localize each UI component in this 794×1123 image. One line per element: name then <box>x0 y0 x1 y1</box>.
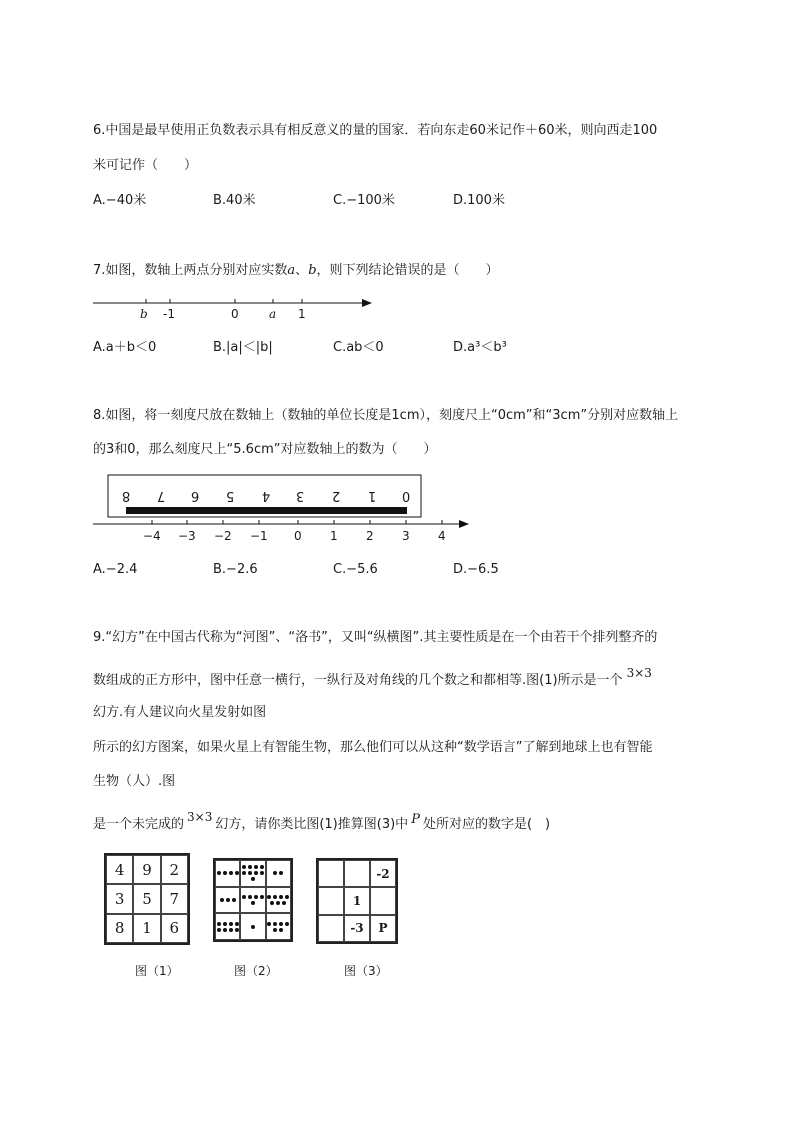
q6-option-b: B.40米 <box>213 193 256 208</box>
fig2-dot <box>260 895 264 899</box>
fig2-cell <box>240 860 265 887</box>
fig2-dot <box>229 922 233 926</box>
fig2-dot <box>254 871 258 875</box>
q9-caption-fig1: 图（1） <box>135 964 179 978</box>
fig2-cell <box>215 860 240 887</box>
fig2-dot-group <box>217 871 239 875</box>
q7-option-d: D.a³＜b³ <box>453 340 507 355</box>
fig2-dot <box>226 898 230 902</box>
fig2-cell <box>240 913 265 940</box>
fig1-cell: 7 <box>161 884 188 913</box>
q8-ruler-label-8: 8 <box>122 488 131 503</box>
q7-axis-label-1: 1 <box>298 307 306 321</box>
fig3-cell: P <box>370 915 396 942</box>
fig1-cell: 3 <box>106 884 133 913</box>
fig2-dot <box>254 895 258 899</box>
q8-axis-label-0: 0 <box>294 529 302 543</box>
fig2-dot <box>273 895 277 899</box>
q8-axis-label-neg4: −4 <box>143 529 161 543</box>
fig2-dot <box>279 928 283 932</box>
q6-option-c: C.−100米 <box>333 193 395 208</box>
fig2-cell <box>266 860 291 887</box>
q8-ruler-label-5: 5 <box>226 488 235 503</box>
q8-option-c: C.−5.6 <box>333 562 378 577</box>
fig2-dot <box>260 871 264 875</box>
fig2-dot <box>217 928 221 932</box>
fig3-cell: 1 <box>344 887 370 914</box>
fig2-dot <box>282 901 286 905</box>
fig2-dot <box>248 871 252 875</box>
q8-axis-label-neg1: −1 <box>250 529 268 543</box>
q9-line6-text2: 幻方，请你类比图(1)推算图(3)中 <box>215 817 409 832</box>
fig2-cell <box>240 887 265 914</box>
fig2-dot <box>285 895 289 899</box>
q7-option-c: C.ab＜0 <box>333 340 384 355</box>
q9-line6-text3: 处所对应的数字是( ) <box>422 817 551 832</box>
fig2-dot <box>273 871 277 875</box>
fig3-cell <box>370 887 396 914</box>
fig2-dot <box>217 871 221 875</box>
fig2-dot-group <box>217 922 239 932</box>
fig2-dot <box>276 901 280 905</box>
fig3-cell <box>318 915 344 942</box>
fig2-dot <box>232 898 236 902</box>
q8-axis-label-neg3: −3 <box>178 529 196 543</box>
q7-axis-label-a: a <box>269 307 277 321</box>
q9-stem-line2 <box>93 666 652 689</box>
fig2-dot <box>242 865 246 869</box>
q8-stem-line2: 的3和0，那么刻度尺上“5.6cm”对应数轴上的数为（ ） <box>93 442 437 457</box>
q9-stem-line5: 生物（人）.图 <box>93 774 176 789</box>
fig2-dot <box>285 922 289 926</box>
fig2-dot <box>251 901 255 905</box>
q9-stem-line1: 9.“幻方”在中国古代称为“河图”、“洛书”，又叫“纵横图”.其主要性质是在一个由若干个排列整齐的 <box>93 630 658 645</box>
fig2-dot <box>235 922 239 926</box>
fig2-dot <box>220 898 224 902</box>
fig3-cell <box>318 887 344 914</box>
fig2-dot <box>248 895 252 899</box>
q8-axis-label-2: 2 <box>366 529 374 543</box>
fig3-cell: -3 <box>344 915 370 942</box>
q9-caption-fig3: 图（3） <box>344 964 388 978</box>
q6-stem-line1: 6.中国是最早使用正负数表示具有相反意义的量的国家．若向东走60米记作＋60米，则向西走100 <box>93 123 658 138</box>
fig2-dot-group <box>267 922 289 932</box>
q7-axis-label-b: b <box>140 307 148 321</box>
fig2-dot <box>235 928 239 932</box>
q8-axis-label-neg2: −2 <box>214 529 232 543</box>
fig1-cell: 1 <box>133 914 160 943</box>
fig1-cell: 4 <box>106 855 133 884</box>
q9-stem-line3: 幻方.有人建议向火星发射如图 <box>93 705 267 720</box>
q7-option-b: B.|a|＜|b| <box>213 340 273 355</box>
fig2-dot-group <box>242 895 264 905</box>
fig2-dot <box>223 871 227 875</box>
fig2-cell <box>215 887 240 914</box>
fig2-dot <box>254 865 258 869</box>
fig2-dot <box>235 871 239 875</box>
fig2-dot-group <box>267 895 289 905</box>
fig2-cell <box>215 913 240 940</box>
q8-option-a: A.−2.4 <box>93 562 138 577</box>
fig2-dot <box>229 871 233 875</box>
fig3-cell <box>344 860 370 887</box>
q9-figure-3-incomplete-square <box>316 858 398 944</box>
q9-line2-text: 数组成的正方形中，图中任意一横行，一纵行及对角线的几个数之和都相等.图(1)所示是一个 <box>93 673 623 688</box>
fig2-dot-group <box>242 925 264 929</box>
q7-sep: 、 <box>295 263 309 278</box>
q8-ruler-label-1: 1 <box>368 488 377 503</box>
q7-option-a: A.a＋b＜0 <box>93 340 157 355</box>
fig3-cell: -2 <box>370 860 396 887</box>
q8-ruler-label-0: 0 <box>402 488 411 503</box>
fig2-dot <box>267 922 271 926</box>
q9-figure-2-dot-square <box>213 858 293 942</box>
q6-option-d: D.100米 <box>453 193 505 208</box>
q9-stem-line4: 所示的幻方图案，如果火星上有智能生物，那么他们可以从这种“数学语言”了解到地球上也有智能 <box>93 740 653 755</box>
fig2-dot-group <box>217 898 239 902</box>
q7-axis-label-0: 0 <box>231 307 239 321</box>
fig1-cell: 2 <box>161 855 188 884</box>
fig2-cell <box>266 887 291 914</box>
q8-ruler-label-4: 4 <box>262 488 271 503</box>
q9-line2-size: 3×3 <box>626 666 652 680</box>
fig2-dot <box>217 922 221 926</box>
fig2-dot <box>279 871 283 875</box>
q8-ruler-label-3: 3 <box>296 488 305 503</box>
fig2-dot <box>242 871 246 875</box>
fig2-dot <box>251 925 255 929</box>
fig1-cell: 5 <box>133 884 160 913</box>
q9-line6-text1: 是一个未完成的 <box>93 817 185 832</box>
fig2-dot <box>248 865 252 869</box>
fig2-dot <box>223 928 227 932</box>
fig2-dot <box>270 901 274 905</box>
q9-figure-1-magic-square <box>104 853 190 945</box>
q9-line6-var-p: P <box>411 812 420 827</box>
fig2-dot <box>279 895 283 899</box>
fig1-cell: 6 <box>161 914 188 943</box>
q7-stem-pre: 7.如图，数轴上两点分别对应实数 <box>93 263 288 278</box>
fig1-cell: 9 <box>133 855 160 884</box>
fig2-dot <box>229 928 233 932</box>
fig2-dot <box>279 922 283 926</box>
q6-option-a: A.−40米 <box>93 193 147 208</box>
q6-stem-line2: 米可记作（ ） <box>93 158 198 173</box>
fig2-dot <box>223 922 227 926</box>
fig3-cell <box>318 860 344 887</box>
fig2-dot <box>251 877 255 881</box>
q8-ruler-label-7: 7 <box>157 488 166 503</box>
q8-stem-line1: 8.如图，将一刻度尺放在数轴上（数轴的单位长度是1cm），刻度尺上“0cm”和“3cm”分别对应数轴上 <box>93 408 679 423</box>
fig2-dot <box>267 895 271 899</box>
q8-ruler-label-6: 6 <box>191 488 200 503</box>
fig2-cell <box>266 913 291 940</box>
fig2-dot <box>273 928 277 932</box>
q7-var-a: a <box>287 263 296 278</box>
fig1-cell: 8 <box>106 914 133 943</box>
q7-stem-post: ，则下列结论错误的是（ ） <box>316 263 499 278</box>
q8-axis-label-1: 1 <box>330 529 338 543</box>
q8-option-d: D.−6.5 <box>453 562 499 577</box>
q9-caption-fig2: 图（2） <box>234 964 278 978</box>
fig2-dot <box>260 865 264 869</box>
q8-option-b: B.−2.6 <box>213 562 258 577</box>
q8-ruler-label-2: 2 <box>332 488 341 503</box>
fig2-dot <box>242 895 246 899</box>
q8-axis-label-4: 4 <box>438 529 446 543</box>
fig2-dot-group <box>242 865 264 881</box>
q8-axis-label-3: 3 <box>402 529 410 543</box>
q7-axis-label-neg1: -1 <box>163 307 175 321</box>
q9-stem-line6 <box>93 810 551 833</box>
q9-line6-size: 3×3 <box>187 810 213 824</box>
fig2-dot-group <box>267 871 289 875</box>
fig2-dot <box>273 922 277 926</box>
q7-var-b: b <box>308 263 317 278</box>
